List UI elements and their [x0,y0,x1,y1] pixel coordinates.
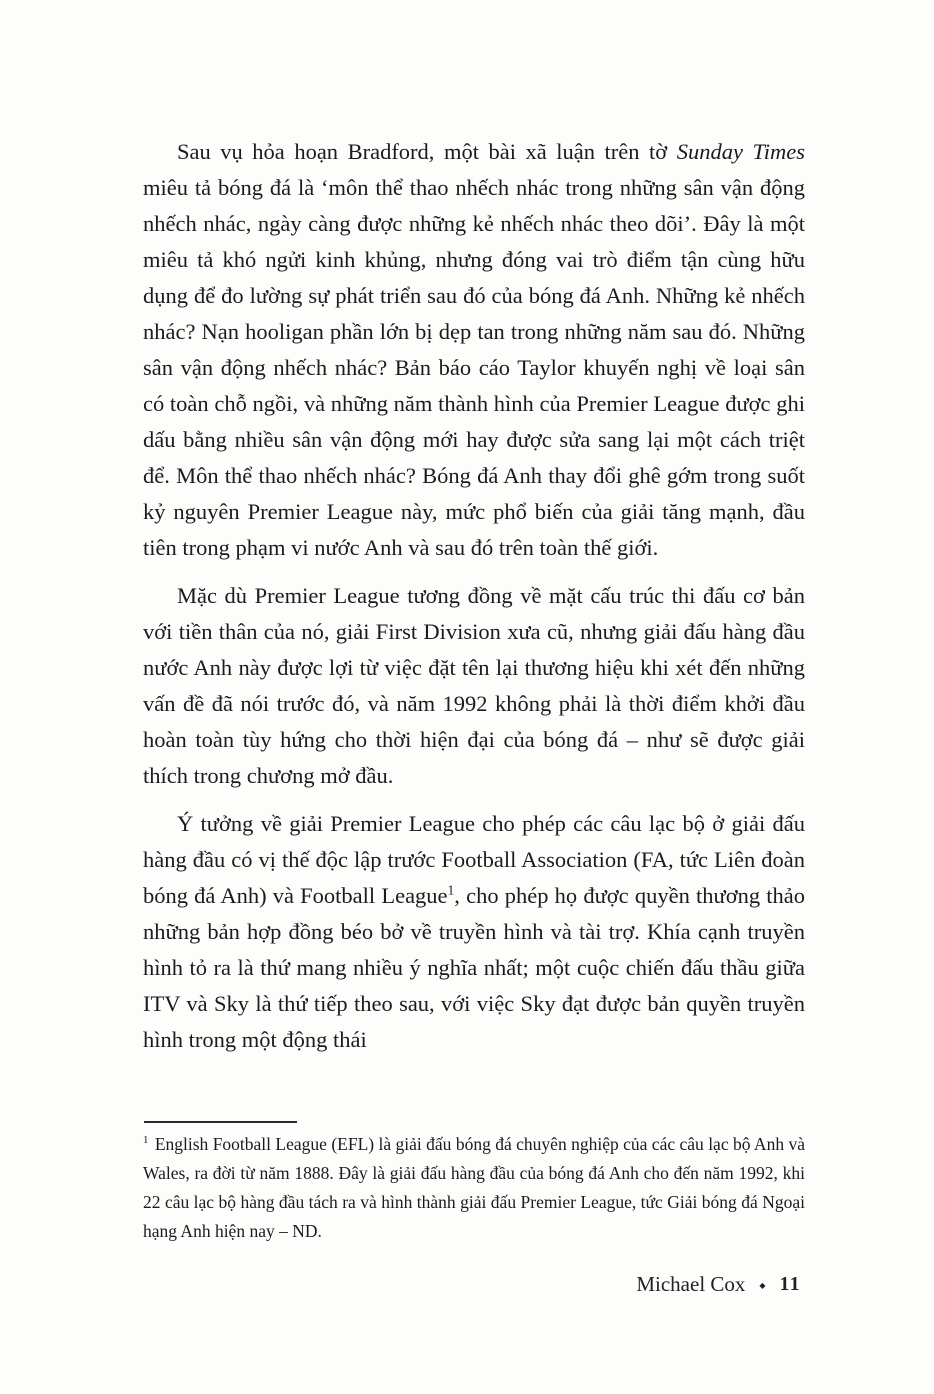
paragraph-3-continuation: , cho phép họ được quyền thương thảo những bản hợp đồng béo bở về truyền hình và tài trợ. Khía cạnh truyền hình tỏ ra là thứ mang nhiều ý nghĩa nhất; một cuộc chiến đấu thầu giữa ITV và Sky là thứ tiếp theo sau, với việc Sky đạt được bản quyền truyền hình trong một động thái [143,883,805,1052]
body-text [143,134,805,1058]
footnote-number-marker: 1 [143,1134,149,1147]
footnote-reference-marker: 1 [447,882,455,898]
paragraph-1-text: Sau vụ hỏa hoạn Bradford, một bài xã luận trên tờ [177,139,677,164]
paragraph-bradford-editorial [143,134,805,566]
footnote-separator-rule [144,1121,297,1123]
paragraph-league-idea [143,806,805,1058]
diamond-separator-icon: ◆ [759,1280,766,1290]
paragraph-3-text: Ý tưởng về giải Premier League cho phép các câu lạc bộ ở giải đấu hàng đầu có vị thế độc lập trước Football Association (FA, tức Liên đoàn bóng đá Anh) và Football League [143,811,805,908]
publication-name-italic: Sunday Times [676,139,805,164]
footnote [143,1130,805,1246]
paragraph-rebranding: Mặc dù Premier League tương đồng về mặt cấu trúc thi đấu cơ bản với tiền thân của nó, giải First Division xưa cũ, nhưng giải đấu hàng đầu nước Anh này được lợi từ việc đặt tên lại thương hiệu khi xét đến những vấn đề đã nói trước đó, và năm 1992 không phải là thời điểm khởi đầu hoàn toàn tùy hứng cho thời hiện đại của bóng đá – như sẽ được giải thích trong chương mở đầu. [143,583,805,788]
paragraph-1-continuation: miêu tả bóng đá là ‘môn thể thao nhếch nhác trong những sân vận động nhếch nhác, ngày càng được những kẻ nhếch nhác theo dõi’. Đây là một miêu tả khó ngửi kinh khủng, nhưng đóng vai trò điểm tận cùng hữu dụng để đo lường sự phát triển sau đó của bóng đá Anh. Những kẻ nhếch nhác? Nạn hooligan phần lớn bị dẹp tan trong những năm sau đó. Những sân vận động nhếch nhác? Bản báo cáo Taylor khuyến nghị về loại sân có toàn chỗ ngồi, và những năm thành hình của Premier League được ghi dấu bằng nhiều sân vận động mới hay được sửa sang lại một cách triệt để. Môn thể thao nhếch nhác? Bóng đá Anh thay đổi ghê gớm trong suốt kỷ nguyên Premier League này, mức phổ biến của giải tăng mạnh, đầu tiên trong phạm vi nước Anh và sau đó trên toàn thế giới. [143,175,805,560]
page-footer [636,1272,801,1297]
author-name: Michael Cox [636,1272,746,1296]
footnote-text: English Football League (EFL) là giải đấu bóng đá chuyên nghiệp của các câu lạc bộ Anh và Wales, ra đời từ năm 1888. Đây là giải đấu hàng đầu của bóng đá Anh cho đến năm 1992, khi 22 câu lạc bộ hàng đầu tách ra và hình thành giải đấu Premier League, tức Giải bóng đá Ngoại hạng Anh hiện nay – ND. [143,1134,805,1241]
page-number: 11 [779,1273,801,1295]
